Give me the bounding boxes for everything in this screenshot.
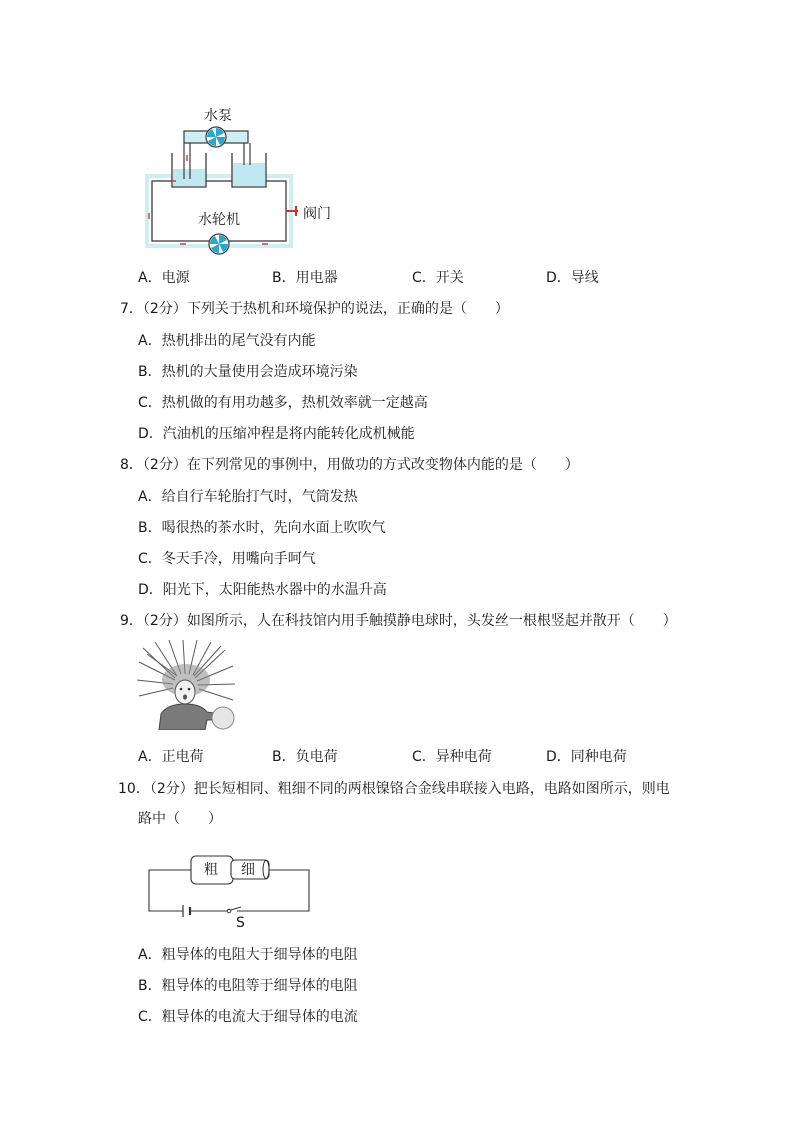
option-d: D．导线 xyxy=(546,270,599,286)
series-circuit-figure xyxy=(145,852,315,932)
option-a: A．粗导体的电阻大于细导体的电阻 xyxy=(138,947,358,963)
turbine-icon xyxy=(209,234,229,254)
switch-label: S xyxy=(236,915,245,931)
static-hair-figure xyxy=(137,640,237,730)
option-d: D．同种电荷 xyxy=(546,749,627,765)
option-a: A．给自行车轮胎打气时，气筒发热 xyxy=(138,489,358,505)
question-stem: 7．（2分）下列关于热机和环境保护的说法，正确的是（ ） xyxy=(120,301,509,317)
series-circuit-diagram xyxy=(145,852,315,932)
option-a: A．热机排出的尾气没有内能 xyxy=(138,333,316,349)
valve-label: 阀门 xyxy=(303,206,331,222)
option-b: B．粗导体的电阻等于细导体的电阻 xyxy=(138,978,358,994)
thin-conductor-label: 细 xyxy=(241,862,255,878)
option-d: D．汽油机的压缩冲程是将内能转化成机械能 xyxy=(138,426,415,442)
person-touching-sphere-image xyxy=(137,640,237,730)
option-b: B．喝很热的茶水时，先向水面上吹吹气 xyxy=(138,520,386,536)
pump-label: 水泵 xyxy=(204,108,232,124)
option-a: A．正电荷 xyxy=(138,749,204,765)
thick-conductor-label: 粗 xyxy=(204,862,218,878)
water-circuit-figure xyxy=(140,105,340,255)
water-circuit-diagram xyxy=(140,105,340,255)
option-c: C．冬天手冷，用嘴向手呵气 xyxy=(138,551,316,567)
turbine-label: 水轮机 xyxy=(198,212,240,228)
option-b: B．用电器 xyxy=(272,270,338,286)
option-c: C．异种电荷 xyxy=(412,749,492,765)
option-b: B．热机的大量使用会造成环境污染 xyxy=(138,364,358,380)
option-c: C．开关 xyxy=(412,270,464,286)
question-stem: 9．（2分）如图所示，人在科技馆内用手触摸静电球时，头发丝一根根竖起并散开（ ） xyxy=(120,613,677,629)
pump-icon xyxy=(206,127,226,147)
question-stem-line-1: 10．（2分）把长短相同、粗细不同的两根镍铬合金线串联接入电路，电路如图所示，则电 xyxy=(118,781,670,797)
option-c: C．热机做的有用功越多，热机效率就一定越高 xyxy=(138,395,428,411)
option-d: D．阳光下，太阳能热水器中的水温升高 xyxy=(138,582,387,598)
question-stem-line-2: 路中（ ） xyxy=(138,811,222,827)
option-a: A．电源 xyxy=(138,270,190,286)
option-c: C．粗导体的电流大于细导体的电流 xyxy=(138,1009,358,1025)
option-b: B．负电荷 xyxy=(272,749,338,765)
question-stem: 8．（2分）在下列常见的事例中，用做功的方式改变物体内能的是（ ） xyxy=(120,457,579,473)
